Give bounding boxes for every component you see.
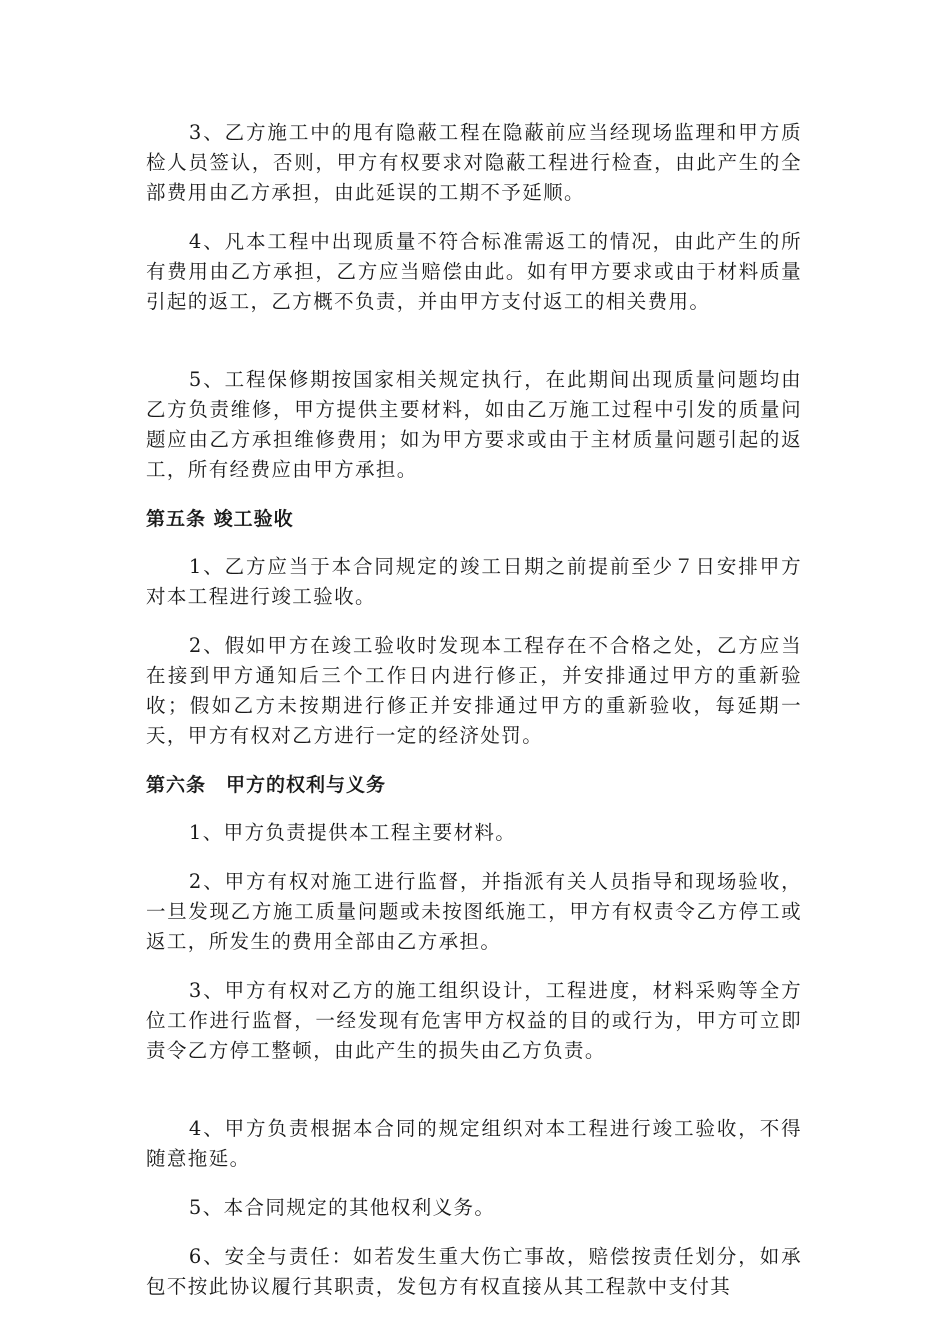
clause-paragraph: 2、甲方有权对施工进行监督，并指派有关人员指导和现场验收，一旦发现乙方施工质量问题或未按图纸施工，甲方有权责令乙方停工或返工，所发生的费用全部由乙方承担。 bbox=[146, 870, 802, 953]
clause-paragraph: 5、本合同规定的其他权利义务。 bbox=[188, 1196, 496, 1219]
section-heading-5: 第五条 竣工验收 bbox=[146, 508, 294, 530]
clause-paragraph: 4、凡本工程中出现质量不符合标准需返工的情况，由此产生的所有费用由乙方承担，乙方应当赔偿由此。如有甲方要求或由于材料质量引起的返工，乙方概不负责，并由甲方支付返工的相关费用。 bbox=[146, 230, 802, 313]
clause-paragraph: 3、乙方施工中的甩有隐蔽工程在隐蔽前应当经现场监理和甲方质检人员签认，否则，甲方有权要求对隐蔽工程进行检查，由此产生的全部费用由乙方承担，由此延误的工期不予延顺。 bbox=[146, 121, 802, 204]
section-heading-6: 第六条 甲方的权利与义务 bbox=[146, 774, 387, 796]
clause-paragraph: 2、假如甲方在竣工验收时发现本工程存在不合格之处，乙方应当在接到甲方通知后三个工作日内进行修正，并安排通过甲方的重新验收；假如乙方未按期进行修正并安排通过甲方的重新验收，每延期一天，甲方有权对乙方进行一定的经济处罚。 bbox=[146, 634, 802, 747]
clause-paragraph: 3、甲方有权对乙方的施工组织设计，工程进度，材料采购等全方位工作进行监督，一经发现有危害甲方权益的目的或行为，甲方可立即责令乙方停工整顿，由此产生的损失由乙方负责。 bbox=[146, 979, 802, 1062]
clause-paragraph: 1、乙方应当于本合同规定的竣工日期之前提前至少７日安排甲方对本工程进行竣工验收。 bbox=[146, 555, 802, 608]
clause-paragraph: 1、甲方负责提供本工程主要材料。 bbox=[188, 821, 517, 844]
clause-paragraph: 4、甲方负责根据本合同的规定组织对本工程进行竣工验收，不得随意拖延。 bbox=[146, 1117, 802, 1170]
clause-paragraph: 6、安全与责任：如若发生重大伤亡事故，赔偿按责任划分，如承包不按此协议履行其职责，发包方有权直接从其工程款中支付其 bbox=[146, 1245, 802, 1298]
clause-paragraph: 5、工程保修期按国家相关规定执行，在此期间出现质量问题均由乙方负责维修，甲方提供主要材料，如由乙万施工过程中引发的质量问题应由乙方承担维修费用；如为甲方要求或由于主材质量问题引起的返工，所有经费应由甲方承担。 bbox=[146, 368, 802, 481]
